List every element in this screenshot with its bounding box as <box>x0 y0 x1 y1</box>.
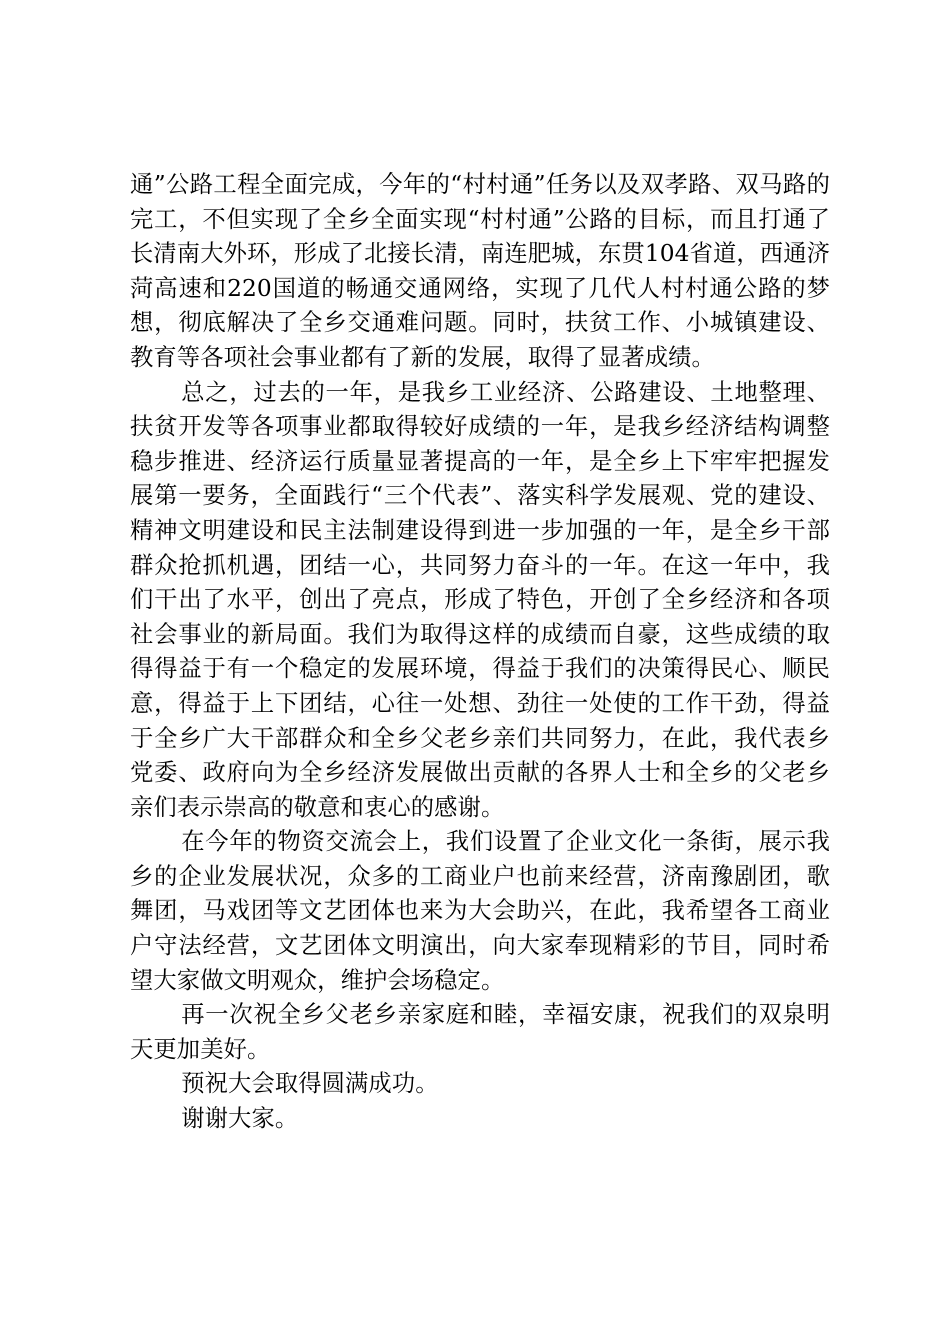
paragraph-summary: 总之，过去的一年，是我乡工业经济、公路建设、土地整理、扶贫开发等各项事业都取得较好成绩的一年，是我乡经济结构调整稳步推进、经济运行质量显著提高的一年，是全乡上下牢牢把握发展第一要务，全面践行“三个代表”、落实科学发展观、党的建设、精神文明建设和民主法制建设得到进一步加强的一年，是全乡干部群众抢抓机遇，团结一心，共同努力奋斗的一年。在这一年中，我们干出了水平，创出了亮点，形成了特色，开创了全乡经济和各项社会事业的新局面。我们为取得这样的成绩而自豪，这些成绩的取得得益于有一个稳定的发展环境，得益于我们的决策得民心、顺民意，得益于上下团结，心往一处想、劲往一处使的工作干劲，得益于全乡广大干部群众和全乡父老乡亲们共同努力，在此，我代表乡党委、政府向为全乡经济发展做出贡献的各界人士和全乡的父老乡亲们表示崇高的敬意和衷心的感谢。 <box>130 378 830 821</box>
paragraph-trade-fair: 在今年的物资交流会上，我们设置了企业文化一条街，展示我乡的企业发展状况，众多的工商业户也前来经营，济南豫剧团，歌舞团，马戏团等文艺团体也来为大会助兴，在此，我希望各工商业户守法经营，文艺团体文明演出，向大家奉现精彩的节目，同时希望大家做文明观众，维护会场稳定。 <box>130 828 830 994</box>
paragraph-wishes: 再一次祝全乡父老乡亲家庭和睦，幸福安康，祝我们的双泉明天更加美好。 <box>130 1001 830 1063</box>
paragraph-continuation: 通”公路工程全面完成，今年的“村村通”任务以及双孝路、双马路的完工，不但实现了全乡全面实现“村村通”公路的目标，而且打通了长清南大外环，形成了北接长清，南连肥城，东贯104省道，西通济菏高速和220国道的畅通交通网络，实现了几代人村村通公路的梦想，彻底解决了全乡交通难问题。同时，扶贫工作、小城镇建设、教育等各项社会事业都有了新的发展，取得了显著成绩。 <box>130 171 830 371</box>
paragraph-success: 预祝大会取得圆满成功。 <box>181 1070 439 1098</box>
document-body <box>130 168 830 1137</box>
paragraph-thanks: 谢谢大家。 <box>181 1105 299 1133</box>
